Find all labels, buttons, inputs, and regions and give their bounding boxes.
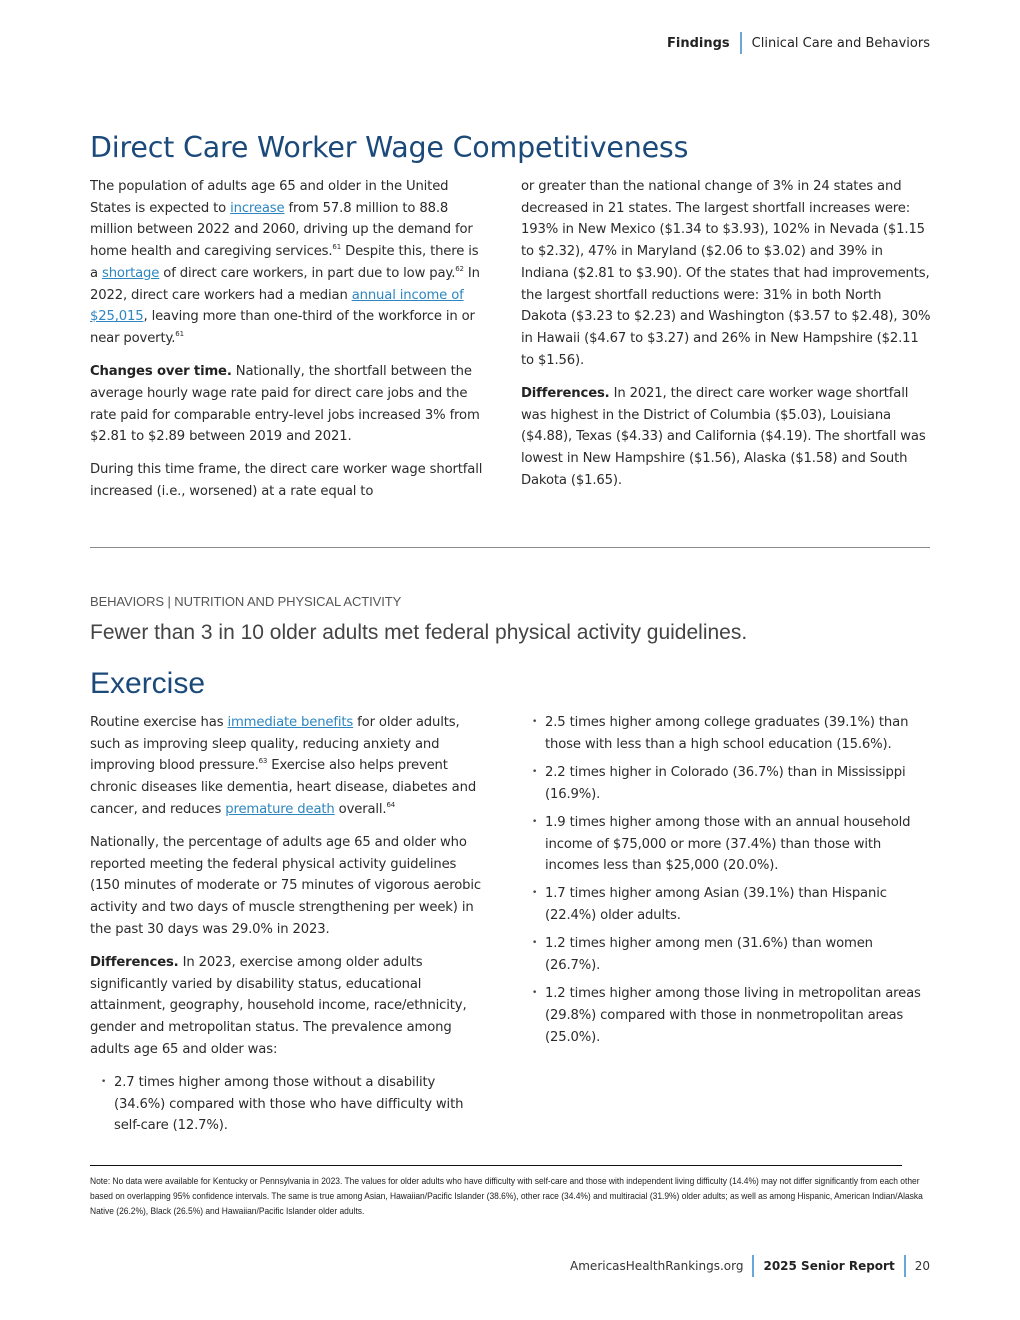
exercise-differences-paragraph [90,952,490,1061]
text: from 57.8 million to 88.8 million between 2022 and 2060, driving up the demand for home health and caregiving services. [90,200,473,260]
list-item: • 2.7 times higher among those without a disability (34.6%) compared with those who have difficulty with self-care (12.7%). [90,1072,490,1137]
page-header [667,32,930,54]
exercise-section-title: Exercise [90,667,206,700]
changes-over-time-paragraph [90,361,485,448]
text: Exercise also helps prevent chronic diseases like dementia, heart disease, diabetes and cancer, and reduces [90,758,477,817]
wage-intro-paragraph [90,176,485,350]
footer-site-link[interactable]: AmericasHealthRankings.org [570,1259,744,1273]
footnote-note: Note: No data were available for Kentucky or Pennsylvania in 2023. The values for older adults who have difficulty with self-care and those with independent living difficulty (14.4%) may not differ significantly from each other based on overlapping 95% confidence intervals. The same is true among Asian, Hawaiian/Pacific Islander (38.6%), other race (34.4%) and multiracial (31.9%) older adults; as well as among Hispanic, American Indian/Alaska Native (26.2%), Black (26.5%) and Hawaiian/Pacific Islander older adults. [90,1175,923,1216]
list-item: • 1.2 times higher among men (31.6%) than women (26.7%). [521,933,931,976]
header-subsection: Clinical Care and Behaviors [751,35,930,51]
text: Despite this, there is a [90,244,479,281]
page-number: 20 [914,1259,930,1273]
shortage-link[interactable]: shortage [101,265,160,281]
exercise-right-column [521,712,931,1055]
footnote-ref[interactable]: 64 [386,800,396,809]
differences-label: Differences. [521,385,610,401]
national-paragraph: Nationally, the percentage of adults age 65 and older who reported meeting the federal physical activity guidelines (150 minutes of moderate or 75 minutes of vigorous aerobic activity and two days of muscle strengthening per week) in the past 30 days was 29.0% in 2023. [90,835,482,937]
footer-report-title: 2025 Senior Report [763,1259,895,1273]
text: Routine exercise has [90,715,228,730]
text: for older adults, such as improving sleep quality, reducing anxiety and improving blood pressure. [90,715,460,774]
wage-section-title: Direct Care Worker Wage Competitiveness [90,131,689,164]
differences-label: Differences. [90,955,179,971]
header-divider [740,32,742,54]
list-item: • 2.2 times higher in Colorado (36.7%) than in Mississippi (16.9%). [521,762,931,805]
timeframe-paragraph-start: During this time frame, the direct care worker wage shortfall increased (i.e., worsened) at a rate equal to [90,462,483,500]
page-footer [570,1255,930,1277]
lead-statement: Fewer than 3 in 10 older adults met federal physical activity guidelines. [90,621,748,644]
text: In 2022, direct care workers had a median [90,265,480,303]
footer-divider [904,1255,906,1277]
wage-differences-paragraph [521,383,931,492]
footnote-ref[interactable]: 61 [332,243,342,252]
changes-label: Changes over time. [90,364,232,380]
exercise-intro-paragraph [90,712,490,821]
list-item: • 1.2 times higher among those living in metropolitan areas (29.8%) compared with those in nonmetropolitan areas (25.0%). [521,983,931,1048]
exercise-left-column [90,712,490,1144]
list-item: • 1.9 times higher among those with an annual household income of $75,000 or more (37.4%) than those with incomes less than $25,000 (20.0%). [521,812,931,877]
category-kicker: BEHAVIORS | NUTRITION AND PHYSICAL ACTIVITY [90,594,402,609]
text: , leaving more than one-third of the workforce in or near poverty. [90,309,475,346]
list-item: • 2.5 times higher among college graduates (39.1%) than those with less than a high school education (15.6%). [521,712,931,755]
bullet-list-left [90,1072,490,1137]
premature-death-link[interactable]: premature death [225,801,335,817]
annual-income-link[interactable]: annual income of $25,015 [90,287,464,325]
text: In 2023, exercise among older adults significantly varied by disability status, educational attainment, geography, household income, race/ethnicity, gender and metropolitan status. The prevalence among adults age 65 and older was: [90,955,467,1057]
immediate-benefits-link[interactable]: immediate benefits [227,715,354,730]
text: of direct care workers, in part due to low pay. [159,265,456,281]
footnote-ref[interactable]: 63 [258,757,268,766]
note-divider [90,1165,902,1166]
increase-link[interactable]: increase [230,200,285,216]
wage-right-column [521,176,931,503]
list-item: • 1.7 times higher among Asian (39.1%) than Hispanic (22.4%) older adults. [521,883,931,926]
wage-left-column [90,176,485,514]
bullet-list-right [521,712,931,1048]
footer-divider [752,1255,754,1277]
timeframe-paragraph-continued: or greater than the national change of 3% in 24 states and decreased in 21 states. The largest shortfall increases were: 193% in New Mexico ($1.34 to $3.93), 102% in Nevada ($1.15 to $2.32), 47% in Maryland ($2.06 to $3.02) and 39% in Indiana ($2.81 to $3.90). Of the states that had improvements, the largest shortfall reductions were: 31% in both North Dakota ($3.23 to $2.23) and Washington ($3.57 to $2.48), 30% in Hawaii ($4.67 to $3.27) and 26% in New Hampshire ($2.11 to $1.56). [521,179,931,368]
header-section: Findings [667,35,730,51]
footnote-ref[interactable]: 62 [455,264,464,273]
section-divider [90,547,930,548]
footnote-ref[interactable]: 61 [175,329,184,338]
text: overall. [334,801,387,817]
text: Nationally, the shortfall between the average hourly wage rate paid for direct care jobs and the rate paid for comparable entry-level jobs increased 3% from $2.81 to $2.89 between 2019 and 2021. [90,364,480,445]
text: The population of adults age 65 and older in the United States is expected to [90,179,449,216]
text: In 2021, the direct care worker wage shortfall was highest in the District of Columbia ($5.03), Louisiana ($4.88), Texas ($4.33) and California ($4.19). The shortfall was lowest in New Hampshire ($1.56), Alaska ($1.58) and South Dakota ($1.65). [521,385,926,488]
